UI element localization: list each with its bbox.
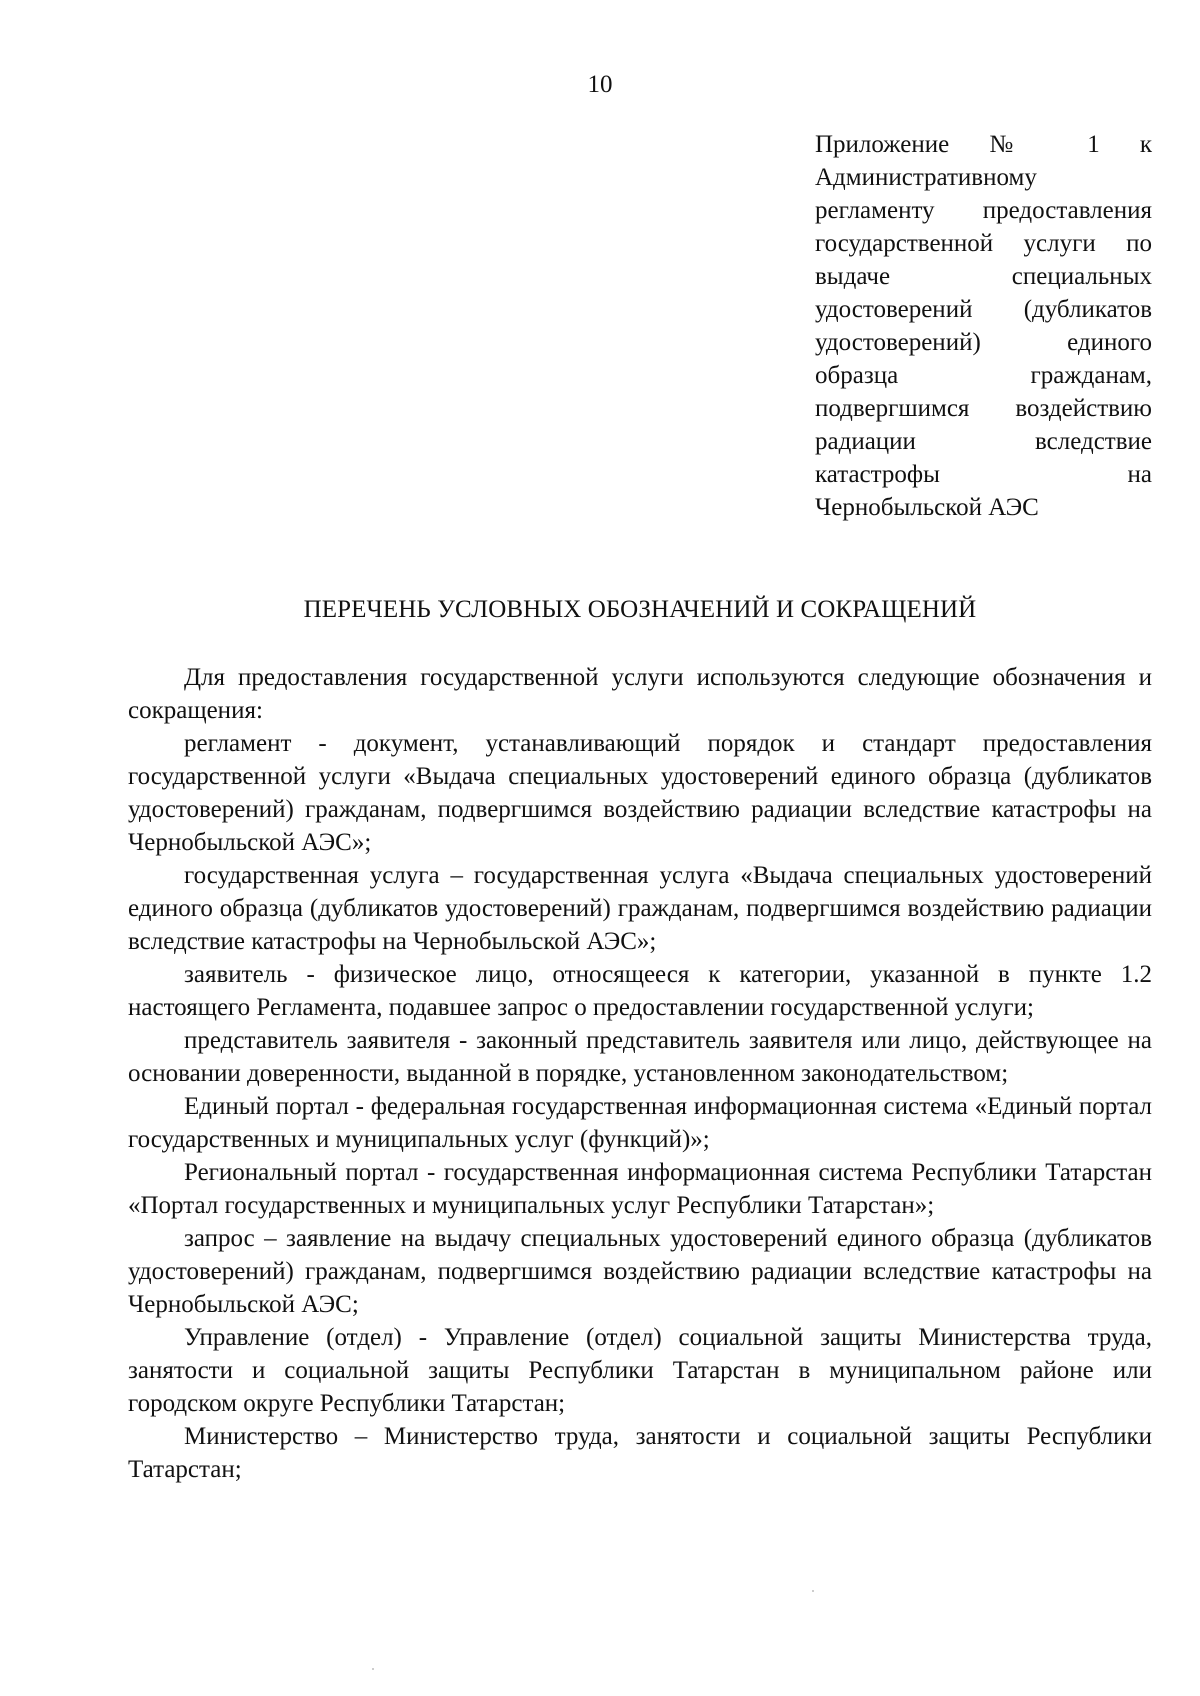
appendix-header xyxy=(815,128,1152,524)
appendix-line: удостоверений) единого xyxy=(815,329,1152,356)
paragraph: запрос – заявление на выдачу специальных удостоверений единого образца (дубликатов удостоверений) гражданам, подвергшимся воздействию радиации вследствие катастрофы на Чернобыльской АЭС; xyxy=(128,1225,1152,1318)
appendix-line: Чернобыльской АЭС xyxy=(815,494,1039,521)
scan-speck xyxy=(812,1590,814,1592)
paragraph: Министерство – Министерство труда, занятости и социальной защиты Республики Татарстан; xyxy=(128,1423,1152,1483)
paragraph: Региональный портал - государственная информационная система Республики Татарстан «Портал государственных и муниципальных услуг Республики Татарстан»; xyxy=(128,1159,1152,1219)
appendix-line: удостоверений (дубликатов xyxy=(815,296,1152,323)
appendix-line: катастрофы на xyxy=(815,461,1152,488)
appendix-line: образца гражданам, xyxy=(815,362,1152,389)
appendix-line: подвергшимся воздействию xyxy=(815,395,1152,422)
paragraph: регламент - документ, устанавливающий порядок и стандарт предоставления государственной услуги «Выдача специальных удостоверений единого образца (дубликатов удостоверений) гражданам, подвергшимся воздействию радиации вследствие катастрофы на Чернобыльской АЭС»; xyxy=(128,730,1152,856)
paragraph: представитель заявителя - законный представитель заявителя или лицо, действующее на основании доверенности, выданной в порядке, установленном законодательством; xyxy=(128,1027,1152,1087)
paragraph: Единый портал - федеральная государственная информационная система «Единый портал государственных и муниципальных услуг (функций)»; xyxy=(128,1093,1152,1153)
paragraph: Управление (отдел) - Управление (отдел) социальной защиты Министерства труда, занятости и социальной защиты Республики Татарстан в муниципальном районе или городском округе Республики Татарстан; xyxy=(128,1324,1152,1417)
document-title: ПЕРЕЧЕНЬ УСЛОВНЫХ ОБОЗНАЧЕНИЙ И СОКРАЩЕНИЙ xyxy=(303,596,977,623)
paragraph: государственная услуга – государственная услуга «Выдача специальных удостоверений единого образца (дубликатов удостоверений) гражданам, подвергшимся воздействию радиации вследствие катастрофы на Чернобыльской АЭС»; xyxy=(128,862,1152,955)
appendix-line: Приложение № 1 к xyxy=(815,131,1152,158)
appendix-line: государственной услуги по xyxy=(815,230,1152,257)
appendix-line: выдаче специальных xyxy=(815,263,1152,290)
scan-speck xyxy=(372,1668,374,1670)
paragraph: заявитель - физическое лицо, относящееся к категории, указанной в пункте 1.2 настоящего Регламента, подавшее запрос о предоставлении государственной услуги; xyxy=(128,961,1152,1021)
appendix-line: радиации вследствие xyxy=(815,428,1152,455)
document-body xyxy=(128,661,1152,1486)
page-number: 10 xyxy=(587,71,613,98)
appendix-line: регламенту предоставления xyxy=(815,197,1152,224)
paragraph: Для предоставления государственной услуги используются следующие обозначения и сокращения: xyxy=(128,664,1152,724)
appendix-line: Административному xyxy=(815,164,1037,191)
